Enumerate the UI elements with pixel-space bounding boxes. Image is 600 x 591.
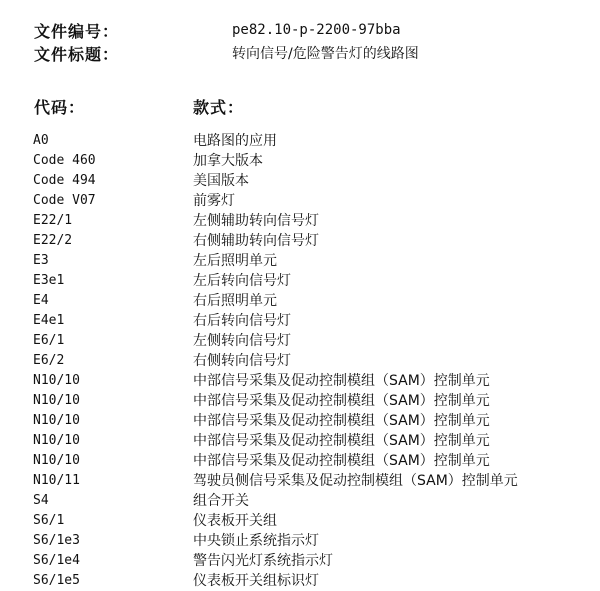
- list-item: [0, 331, 600, 351]
- item-description: 左后转向信号灯: [193, 273, 291, 289]
- list-item: [0, 191, 600, 211]
- item-description: 驾驶员侧信号采集及促动控制模组（SAM）控制单元: [193, 473, 518, 489]
- list-item: [0, 491, 600, 511]
- item-description: 加拿大版本: [193, 153, 263, 169]
- item-code: E6/2: [33, 353, 65, 368]
- item-description: 电路图的应用: [193, 133, 277, 149]
- item-code: Code 460: [33, 153, 96, 168]
- list-item: [0, 151, 600, 171]
- list-item: [0, 291, 600, 311]
- item-description: 右后转向信号灯: [193, 313, 291, 329]
- item-description: 右后照明单元: [193, 293, 277, 309]
- item-code: N10/10: [33, 373, 80, 388]
- item-code: Code 494: [33, 173, 96, 188]
- code-list: [0, 131, 600, 591]
- list-item: [0, 571, 600, 591]
- item-code: N10/10: [33, 393, 80, 408]
- list-item: [0, 511, 600, 531]
- item-description: 右侧辅助转向信号灯: [193, 233, 319, 249]
- item-code: S6/1e4: [33, 553, 80, 568]
- item-description: 左侧转向信号灯: [193, 333, 291, 349]
- item-description: 仪表板开关组标识灯: [193, 573, 319, 589]
- list-item: [0, 551, 600, 571]
- item-description: 中部信号采集及促动控制模组（SAM）控制单元: [193, 393, 490, 409]
- doc-number-value: pe82.10-p-2200-97bba: [232, 22, 401, 38]
- item-description: 中央锁止系统指示灯: [193, 533, 319, 549]
- list-item: [0, 251, 600, 271]
- item-code: S6/1e3: [33, 533, 80, 548]
- item-code: E4e1: [33, 313, 65, 328]
- list-item: [0, 391, 600, 411]
- item-code: E22/2: [33, 233, 73, 248]
- item-code: N10/10: [33, 453, 80, 468]
- item-code: N10/10: [33, 433, 80, 448]
- item-code: S6/1e5: [33, 573, 80, 588]
- item-description: 中部信号采集及促动控制模组（SAM）控制单元: [193, 373, 490, 389]
- list-item: [0, 231, 600, 251]
- item-description: 中部信号采集及促动控制模组（SAM）控制单元: [193, 413, 490, 429]
- list-item: [0, 451, 600, 471]
- doc-title-label: 文件标题：: [34, 44, 120, 64]
- list-item: [0, 431, 600, 451]
- item-code: A0: [33, 133, 49, 148]
- item-description: 左后照明单元: [193, 253, 277, 269]
- item-code: E22/1: [33, 213, 73, 228]
- item-description: 美国版本: [193, 173, 249, 189]
- list-item: [0, 351, 600, 371]
- item-description: 左侧辅助转向信号灯: [193, 213, 319, 229]
- item-code: E4: [33, 293, 49, 308]
- item-code: N10/11: [33, 473, 80, 488]
- list-item: [0, 411, 600, 431]
- doc-title-value: 转向信号/危险警告灯的线路图: [232, 46, 419, 62]
- item-description: 组合开关: [193, 493, 249, 509]
- item-code: S4: [33, 493, 49, 508]
- item-code: E3: [33, 253, 49, 268]
- item-code: Code V07: [33, 193, 96, 208]
- item-description: 警告闪光灯系统指示灯: [193, 553, 333, 569]
- item-description: 中部信号采集及促动控制模组（SAM）控制单元: [193, 453, 490, 469]
- list-item: [0, 471, 600, 491]
- list-item: [0, 131, 600, 151]
- list-item: [0, 531, 600, 551]
- doc-number-row: [34, 19, 594, 41]
- item-code: S6/1: [33, 513, 65, 528]
- item-code: E6/1: [33, 333, 65, 348]
- item-description: 中部信号采集及促动控制模组（SAM）控制单元: [193, 433, 490, 449]
- list-item: [0, 371, 600, 391]
- item-code: E3e1: [33, 273, 65, 288]
- code-column-header: 代码：: [34, 98, 86, 117]
- list-item: [0, 271, 600, 291]
- item-description: 仪表板开关组: [193, 513, 277, 529]
- item-description: 前雾灯: [193, 193, 235, 209]
- style-column-header: 款式：: [193, 98, 245, 117]
- item-description: 右侧转向信号灯: [193, 353, 291, 369]
- list-item: [0, 211, 600, 231]
- list-item: [0, 311, 600, 331]
- doc-number-label: 文件编号：: [34, 21, 120, 41]
- doc-title-row: [34, 42, 594, 64]
- item-code: N10/10: [33, 413, 80, 428]
- list-item: [0, 171, 600, 191]
